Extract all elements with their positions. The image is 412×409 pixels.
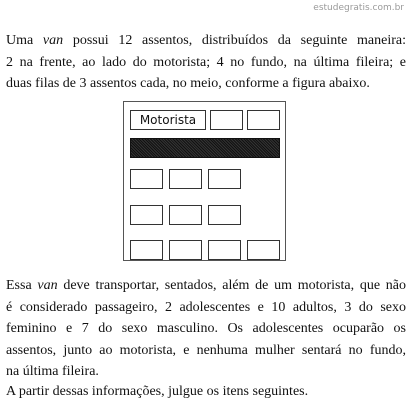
intro-line-3: duas filas de 3 assentos cada, no meio, conforme a figura abaixo. (6, 76, 370, 91)
intro-paragraph (6, 30, 406, 95)
conditions-paragraph (6, 275, 406, 383)
back-seat (247, 240, 280, 260)
conditions-line-3: feminino e 7 do sexo masculino. Os adolescentes ocuparão os (6, 321, 406, 336)
back-seat (208, 240, 241, 260)
conditions-line-4: assentos, junto ao motorista, e nenhuma mulher sentará no fundo, (6, 342, 406, 358)
back-seat (130, 240, 163, 260)
instruction-line: A partir dessas informações, julgue os itens seguintes. (6, 384, 309, 399)
middle-seat (169, 169, 202, 189)
intro-line-1: Uma van possui 12 assentos, distribuídos da seguinte maneira: (6, 33, 406, 48)
instruction-paragraph (6, 383, 406, 401)
van-seating-diagram (123, 101, 286, 261)
middle-seat (130, 205, 163, 225)
conditions-line-5: na última fileira. (6, 364, 99, 379)
front-seat (247, 110, 280, 130)
front-seat (210, 110, 243, 130)
conditions-line-1: Essa van deve transportar, sentados, além de um motorista, que não (6, 278, 406, 293)
aisle-band (130, 138, 280, 158)
driver-seat: Motorista (130, 110, 206, 130)
middle-seat (169, 205, 202, 225)
middle-seat (130, 169, 163, 189)
intro-line-2: 2 na frente, ao lado do motorista; 4 no fundo, na última fileira; e (6, 54, 406, 70)
site-watermark: estudegratis.com.br (313, 3, 404, 13)
back-seat (169, 240, 202, 260)
middle-seat (208, 205, 241, 225)
middle-seat (208, 169, 241, 189)
conditions-line-2: é considerado passageiro, 2 adolescentes e 10 adultos, 3 do sexo (6, 299, 406, 315)
